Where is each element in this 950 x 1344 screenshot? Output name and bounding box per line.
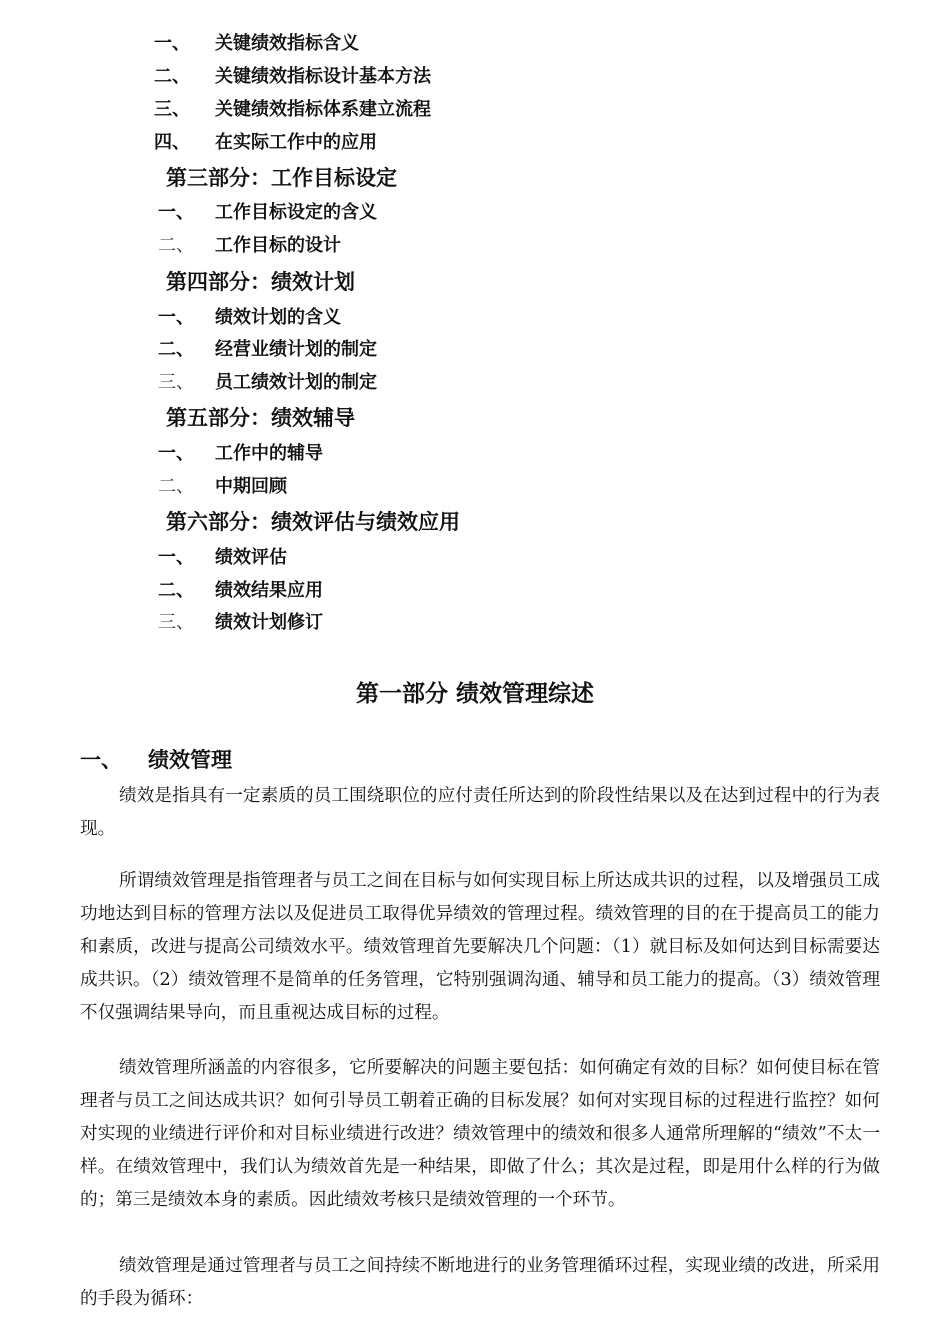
toc-item-text: 关键绩效指标体系建立流程: [215, 99, 431, 120]
toc-item-number: 二、: [158, 476, 194, 497]
body-paragraph: 所谓绩效管理是指管理者与员工之间在目标与如何实现目标上所达成共识的过程，以及增强员工成功地达到目标的管理方法以及促进员工取得优异绩效的管理过程。绩效管理的目的在于提高员工的能力和素质，改进与提高公司绩效水平。绩效管理首先要解决几个问题：（1）就目标及如何达到目标需要达成共识。（2）绩效管理不是简单的任务管理，它特别强调沟通、辅导和员工能力的提高。（3）绩效管理不仅强调结果导向，而且重视达成目标的过程。: [80, 871, 880, 1023]
toc-item-text: 关键绩效指标设计基本方法: [215, 66, 431, 87]
toc-part-title: 第四部分：绩效计划: [166, 270, 355, 294]
toc-item-text: 在实际工作中的应用: [215, 132, 377, 153]
toc-item-number: 二、: [154, 66, 190, 87]
toc-item-text: 经营业绩计划的制定: [215, 339, 377, 360]
toc-item-number: 一、: [158, 202, 194, 223]
toc-item-text: 关键绩效指标含义: [215, 33, 359, 54]
section-number: 一、: [80, 748, 122, 772]
toc-item-number: 二、: [158, 339, 194, 360]
body-paragraph: 绩效管理是通过管理者与员工之间持续不断地进行的业务管理循环过程，实现业绩的改进，所采用的手段为循环：: [80, 1256, 880, 1309]
toc-item-number: 四、: [154, 132, 190, 153]
toc-item-text: 工作目标的设计: [215, 235, 341, 256]
toc-item-number: 二、: [158, 580, 194, 601]
toc-item-number: 一、: [154, 33, 190, 54]
toc-item-text: 绩效计划修订: [215, 612, 323, 633]
body-paragraph: 绩效是指具有一定素质的员工围绕职位的应付责任所达到的阶段性结果以及在达到过程中的行为表现。: [80, 786, 880, 839]
toc-item-text: 绩效评估: [215, 547, 287, 568]
toc-item-text: 绩效计划的含义: [215, 307, 341, 328]
toc-item-text: 工作目标设定的含义: [215, 202, 377, 223]
toc-item-number: 二、: [158, 235, 194, 256]
toc-item-number: 三、: [158, 612, 194, 633]
toc-part-title: 第三部分：工作目标设定: [166, 166, 397, 190]
toc-item-text: 工作中的辅导: [215, 443, 323, 464]
section-title: 绩效管理: [148, 748, 232, 772]
toc-item-number: 三、: [154, 99, 190, 120]
toc-part-title: 第五部分：绩效辅导: [166, 406, 355, 430]
toc-item-number: 三、: [158, 372, 194, 393]
chapter-title: 第一部分 绩效管理综述: [355, 681, 594, 707]
section-heading: [80, 746, 232, 774]
toc-item-text: 员工绩效计划的制定: [215, 372, 377, 393]
body-paragraph: 绩效管理所涵盖的内容很多，它所要解决的问题主要包括：如何确定有效的目标？如何使目标在管理者与员工之间达成共识？如何引导员工朝着正确的目标发展？如何对实现目标的过程进行监控？如何对实现的业绩进行评价和对目标业绩进行改进？绩效管理中的绩效和很多人通常所理解的“绩效”不太一样。在绩效管理中，我们认为绩效首先是一种结果，即做了什么；其次是过程，即是用什么样的行为做的；第三是绩效本身的素质。因此绩效考核只是绩效管理的一个环节。: [80, 1058, 880, 1210]
toc-item-text: 中期回顾: [215, 476, 287, 497]
toc-part-title: 第六部分：绩效评估与绩效应用: [166, 510, 460, 534]
toc-item-text: 绩效结果应用: [215, 580, 323, 601]
toc-item-number: 一、: [158, 547, 194, 568]
toc-item-number: 一、: [158, 443, 194, 464]
toc-item-number: 一、: [158, 307, 194, 328]
